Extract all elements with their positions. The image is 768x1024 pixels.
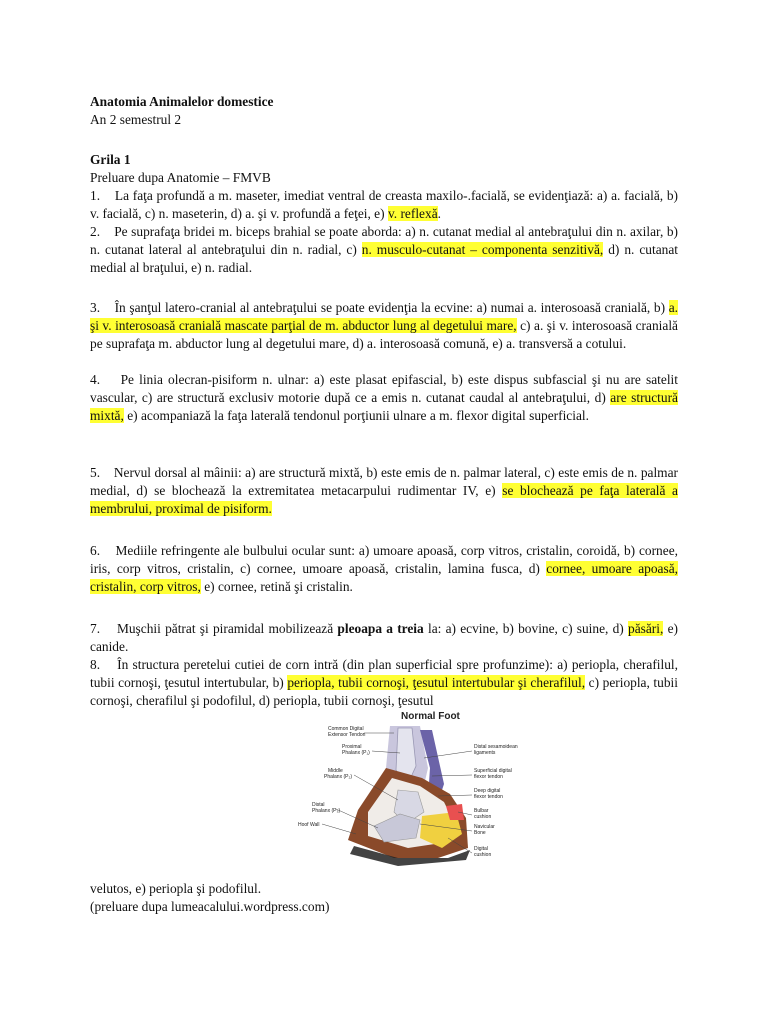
label-flexor-tendon-sup: flexor tendon xyxy=(474,774,503,780)
question-text: 3. În şanţul latero-cranial al antebraţului se poate evidenţia la ecvine: a) numai a. interosoasă cranială, b) xyxy=(90,300,666,315)
question-3 xyxy=(90,299,678,353)
label-navicular: Navicular xyxy=(474,824,495,830)
question-after: e) acompaniază la faţa laterală tendonul porţiunii ulnare a m. flexor digital superficial. xyxy=(127,408,589,423)
question-after: e) canide. xyxy=(90,621,678,654)
label-deep-digital: Deep digital xyxy=(474,788,501,794)
question-6 xyxy=(90,542,678,596)
question-after: c) a. şi v. interosoasă cranială pe suprafaţa m. abductor lung al degetului mare, d) a. interosoasă comună, e) a. transversă a cotului. xyxy=(90,318,678,351)
answer-highlight: are structură mixtă, xyxy=(90,390,678,423)
doc-subtitle: An 2 semestrul 2 xyxy=(90,112,182,127)
question-text: 2. Pe suprafaţa bridei m. biceps brahial se poate aborda: a) n. cutanat medial al antebraţului din n. axilar, b) n. cutanat lateral al antebraţului din n. radial, c) xyxy=(90,224,678,257)
label-middle: Middle xyxy=(328,768,343,774)
answer-highlight: cornee, umoare apoasă, cristalin, corp vitros, xyxy=(90,561,678,594)
answer-highlight: v. reflexă xyxy=(387,206,438,221)
label-hoof-wall: Hoof Wall xyxy=(298,822,320,828)
label-digital: Digital xyxy=(474,846,488,852)
label-phalanx-p2: Phalanx (P₂) xyxy=(324,774,353,780)
label-distal: Distal xyxy=(312,802,325,808)
label-phalanx-p3: Phalanx (P₃) xyxy=(312,808,341,814)
hoof-diagram xyxy=(298,708,536,874)
credit-line: (preluare dupa lumeacalului.wordpress.com) xyxy=(90,899,330,914)
question-5 xyxy=(90,464,678,518)
label-superficial-digital: Superficial digital xyxy=(474,768,512,774)
bold-term: pleoapa a treia xyxy=(337,621,424,636)
question-2 xyxy=(90,223,678,277)
source-line: Preluare dupa Anatomie – FMVB xyxy=(90,170,271,185)
question-after: c) periopla, tubii cornoşi, cherafilul şi podofilul, d) periopla, tubii cornoşi, ţesutul xyxy=(90,675,678,708)
answer-highlight: se blochează pe faţa laterală a membrului, proximal de pisiform. xyxy=(90,483,678,516)
question-after: d) n. cutanat medial al braţului, e) n. radial. xyxy=(90,242,678,275)
question-1 xyxy=(90,187,678,223)
label-distal-sesamoidean: Distal sesamoidean xyxy=(474,744,518,750)
question-text: 7. Muşchii pătrat şi piramidal mobilizează xyxy=(90,621,334,636)
label-phalanx-p1: Phalanx (P₁) xyxy=(342,750,370,756)
question-text: 8. În structura peretelui cutiei de corn intră (din plan superficial spre profunzime): a) periopla, cherafilul, tubii cornoşi, ţesutul intertubular, b) xyxy=(90,657,678,690)
question-8-continued: velutos, e) periopla şi podofilul. xyxy=(90,881,262,896)
question-4 xyxy=(90,371,678,425)
answer-highlight: a. şi v. interosoasă cranială mascate parţial de m. abductor lung al degetului mare, xyxy=(90,300,678,333)
question-after: e) cornee, retină şi cristalin. xyxy=(204,579,353,594)
answer-highlight: păsări, xyxy=(628,621,664,636)
question-8 xyxy=(90,656,678,710)
question-text: 5. Nervul dorsal al mâinii: a) are structură mixtă, b) este emis de n. palmar lateral, c) este emis de n. palmar medial, d) se blochează la extremitatea metacarpului rudimentar IV, e) xyxy=(90,465,678,498)
label-bulbar: Bulbar xyxy=(474,808,489,814)
question-text: 6. Mediile refringente ale bulbului ocular sunt: a) umoare apoasă, corp vitros, cristalin, coroidă, b) cornee, iris, corp vitros, cristalin, c) cornee, umoare apoasă, cristalin, lamina fusca, d) xyxy=(90,543,678,576)
section-text: Grila 1 xyxy=(90,152,131,167)
title-text: Anatomia Animalelor domestice xyxy=(90,94,274,109)
doc-title xyxy=(90,93,678,111)
label-cushion: cushion xyxy=(474,814,492,820)
label-digital-cushion: cushion xyxy=(474,852,492,858)
label-proximal: Proximal xyxy=(342,744,362,750)
question-text-b: la: a) ecvine, b) bovine, c) suine, d) xyxy=(427,621,624,636)
question-after: . xyxy=(437,206,441,221)
label-common-digital: Common Digital xyxy=(328,726,364,732)
label-ligaments: ligaments xyxy=(474,750,496,756)
label-bone: Bone xyxy=(474,830,486,836)
figure-title: Normal Foot xyxy=(401,711,460,722)
question-text: 1. La faţa profundă a m. maseter, imediat ventral de creasta maxilo-.facială, se evidenţiază: a) a. facială, b) v. facială, c) n. maseterin, d) a. şi v. profundă a feţei, e) xyxy=(90,188,678,221)
answer-highlight: periopla, tubii cornoşi, ţesutul intertubular şi cherafilul, xyxy=(287,675,586,690)
hoof-anatomy-figure xyxy=(298,708,536,874)
answer-highlight: n. musculo-cutanat – componenta senzitivă, xyxy=(361,242,604,257)
label-extensor-tendon: Extensor Tendon xyxy=(328,732,366,738)
label-flexor-tendon-deep: flexor tendon xyxy=(474,794,503,800)
question-7 xyxy=(90,620,678,656)
section-heading xyxy=(90,151,678,169)
question-text: 4. Pe linia olecran-pisiform n. ulnar: a) este plasat epifascial, b) este dispus subfascial şi nu are satelit vascular, c) are structură exclusiv motorie după ce a emis n. cutanat caudal al antebraţului, d) xyxy=(90,372,678,405)
